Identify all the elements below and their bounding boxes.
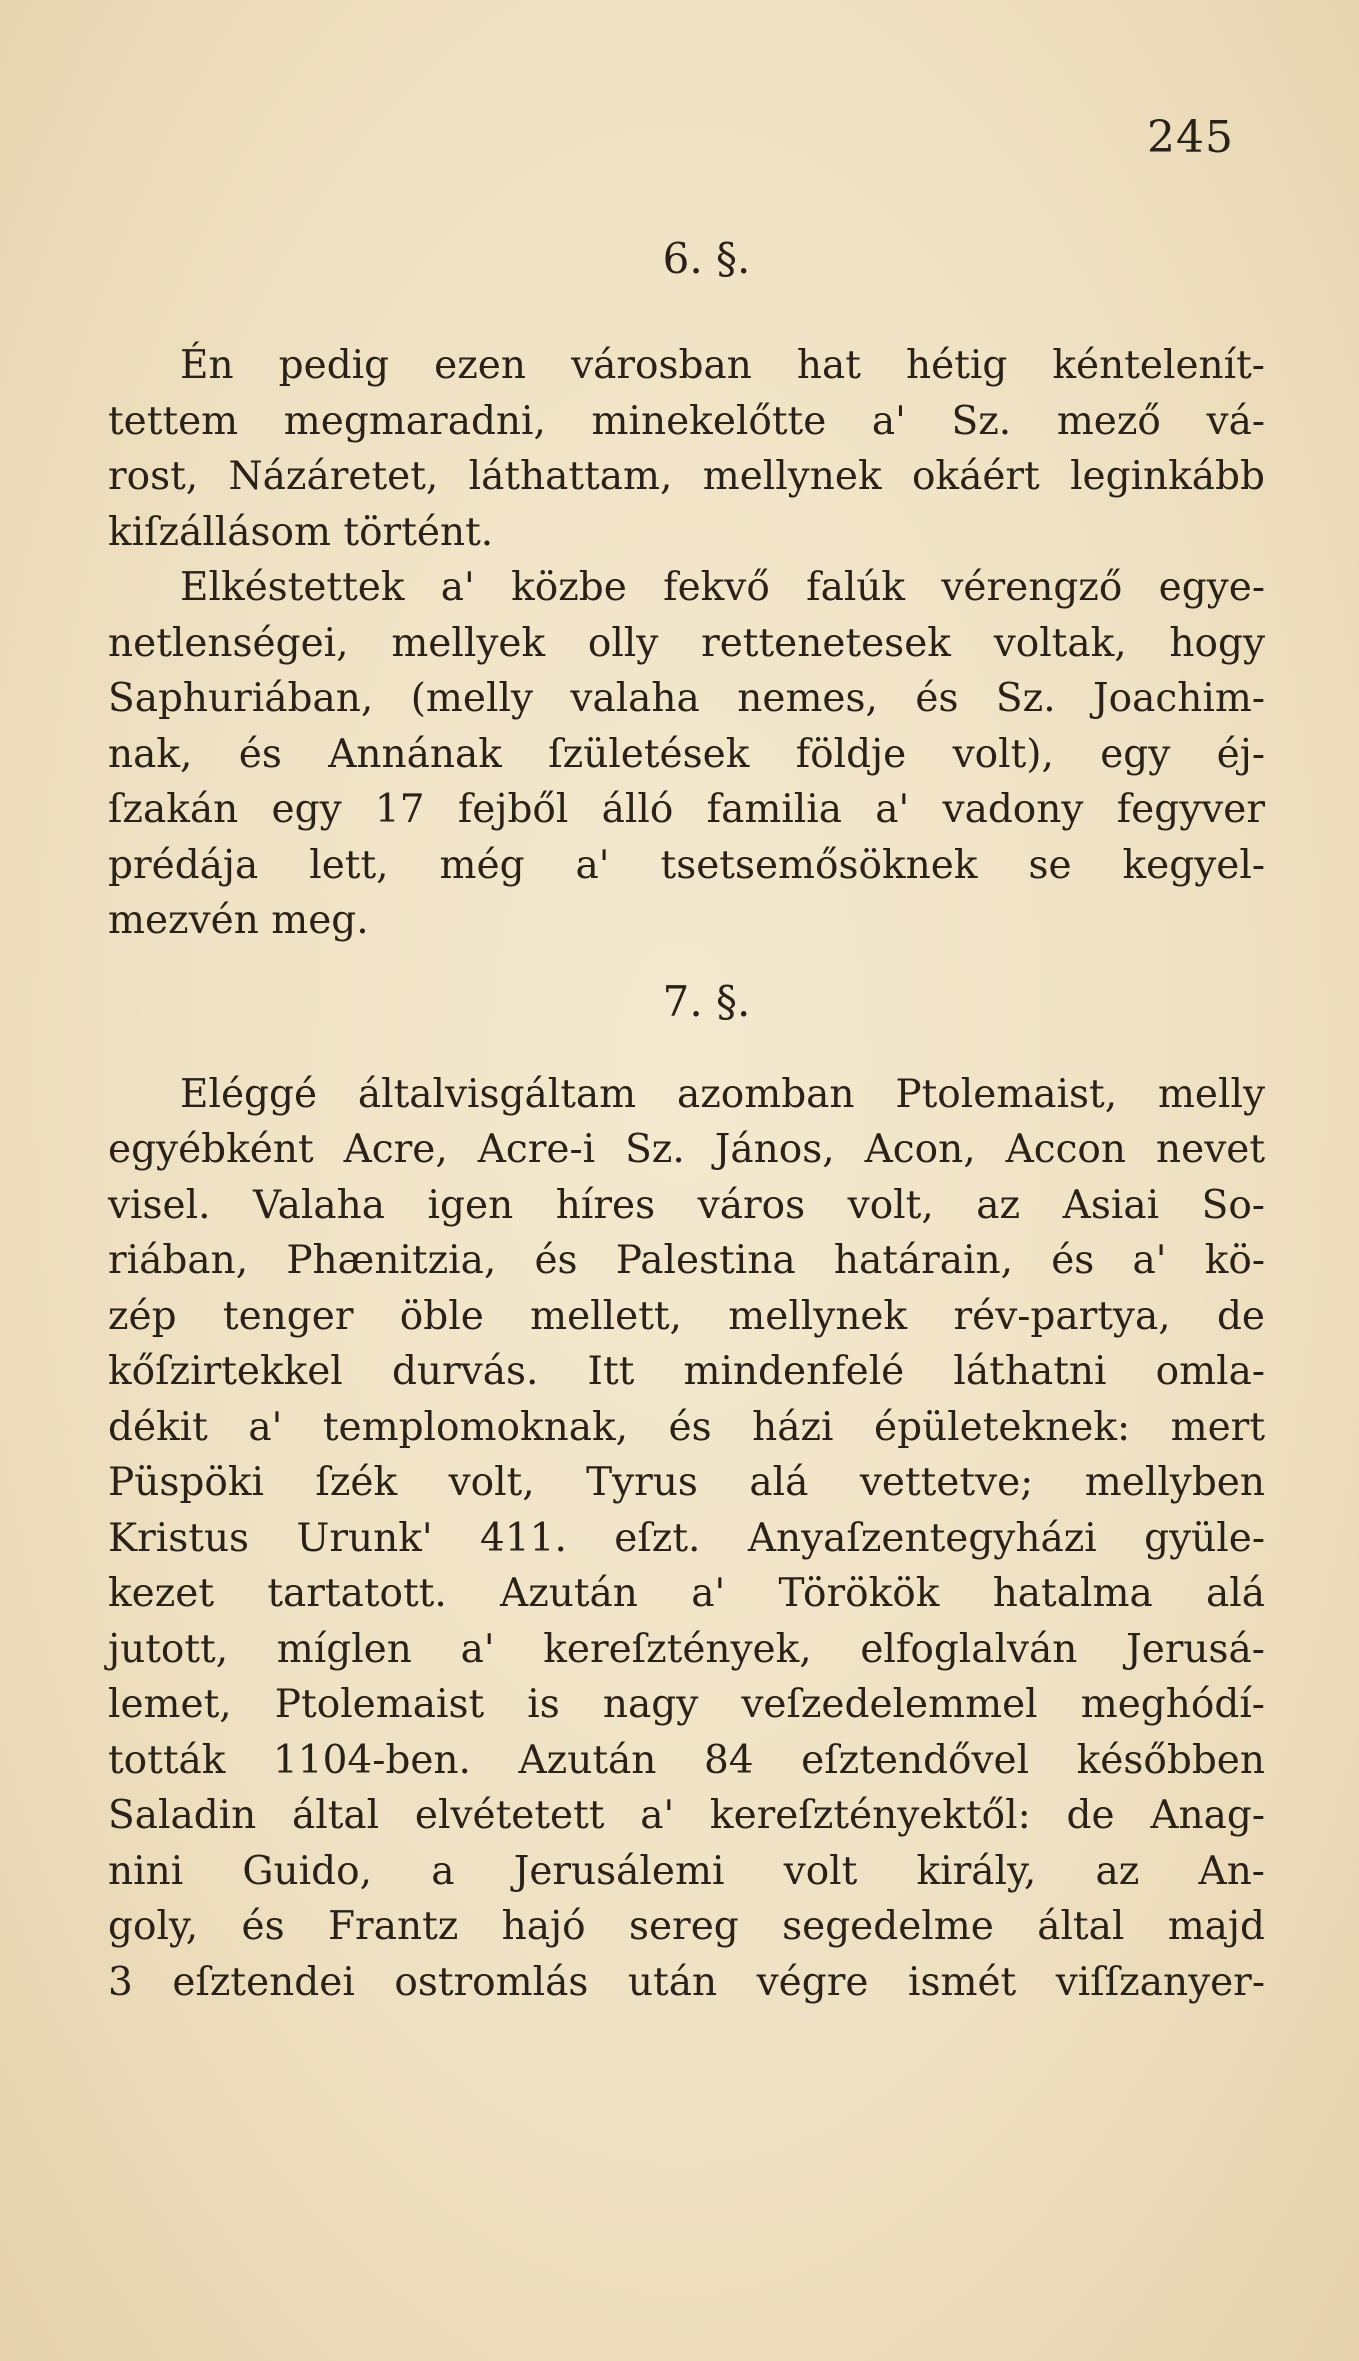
- text-line: mezvén meg.: [108, 898, 369, 943]
- text-line: rost, Názáretet, láthattam, mellynek okáért leginkább: [108, 454, 1265, 499]
- text-line: nini Guido, a Jerusálemi volt király, az An-: [108, 1848, 1265, 1894]
- text-line: Saladin által elvétetett a' kereſztényektől: de Anag-: [108, 1793, 1265, 1838]
- text-line: Elkéstettek a' közbe fekvő falúk vérengző egye-: [180, 565, 1265, 610]
- text-line: Én pedig ezen városban hat hétig kéntelenít-: [180, 343, 1265, 388]
- text-line: kiſzállásom történt.: [108, 509, 494, 555]
- text-line: netlenségei, mellyek olly rettenetesek voltak, hogy: [108, 620, 1265, 666]
- text-line: Saphuriában, (melly valaha nemes, és Sz. Joachim-: [108, 676, 1265, 721]
- text-line: kőſzirtekkel durvás. Itt mindenfelé láthatni omla-: [108, 1349, 1265, 1394]
- text-line: visel. Valaha igen híres város volt, az Asiai So-: [108, 1182, 1265, 1228]
- text-line: zép tenger öble mellett, mellynek rév-partya, de: [108, 1293, 1265, 1339]
- text-line: Kristus Urunk' 411. eſzt. Anyaſzentegyházi gyüle-: [108, 1515, 1265, 1561]
- text-line: riában, Phænitzia, és Palestina határain, és a' kö-: [108, 1238, 1265, 1283]
- text-line: ſzakán egy 17 fejből álló familia a' vadony fegyver: [108, 787, 1265, 832]
- section-heading-7: 7. §.: [662, 976, 751, 1026]
- text-line: lemet, Ptolemaist is nagy veſzedelemmel meghódí-: [108, 1682, 1265, 1727]
- text-line: nak, és Annának ſzületések földje volt), egy éj-: [108, 731, 1265, 777]
- page-number: 245: [1147, 112, 1234, 163]
- text-block: [108, 230, 1265, 2010]
- text-line: prédája lett, még a' tsetsemősöknek se kegyel-: [108, 842, 1265, 888]
- text-line: Püspöki ſzék volt, Tyrus alá vettetve; mellyben: [108, 1460, 1265, 1505]
- text-line: jutott, míglen a' kereſztények, elfoglalván Jerusá-: [108, 1626, 1265, 1672]
- paragraph: [108, 560, 1265, 949]
- text-line: dékit a' templomoknak, és házi épületeknek: mert: [108, 1404, 1265, 1450]
- text-line: egyébként Acre, Acre-i Sz. János, Acon, Accon nevet: [108, 1127, 1265, 1172]
- paragraph: [108, 338, 1265, 560]
- text-line: 3 eſztendei ostromlás után végre ismét viſſzanyer-: [108, 1959, 1265, 2005]
- section-heading-6: 6. §.: [662, 234, 751, 283]
- text-line: goly, és Frantz hajó sereg segedelme által majd: [108, 1904, 1265, 1949]
- text-line: tettem megmaradni, minekelőtte a' Sz. mező vá-: [108, 398, 1265, 444]
- text-line: kezet tartatott. Azután a' Törökök hatalma alá: [108, 1571, 1265, 1616]
- text-line: tották 1104-ben. Azután 84 eſztendővel későbben: [108, 1737, 1265, 1783]
- text-line: Eléggé általvisgáltam azomban Ptolemaist, melly: [180, 1071, 1265, 1117]
- paragraph: [108, 1067, 1265, 2011]
